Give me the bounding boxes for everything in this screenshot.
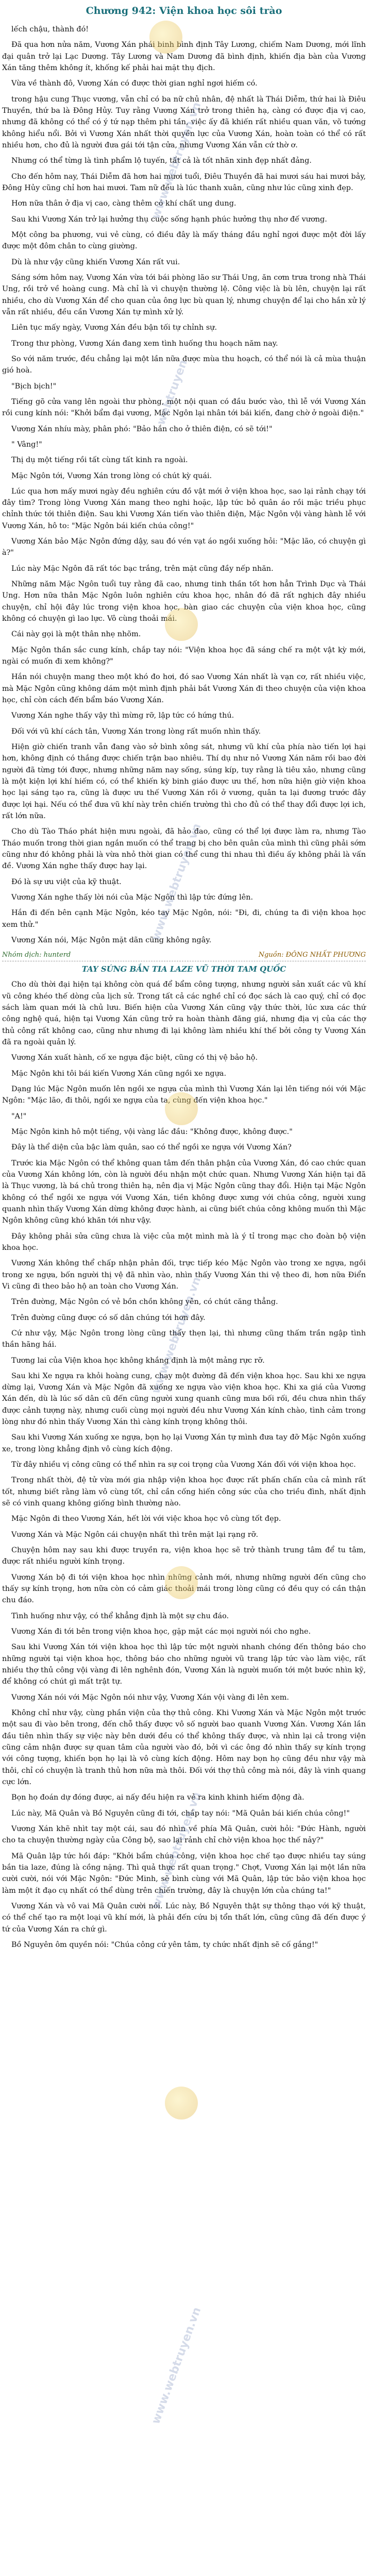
text-section-1	[2, 24, 366, 268]
paragraph: Vương Xán và Mặc Ngôn cái chuyện nhất thì trên mặt lại rạng rỡ.	[11, 1530, 259, 1539]
paragraph: Sáng sớm hôm nay, Vương Xán vừa tới bái phòng lão sư Thái Ung, ăn cơm trưa trong nhà Thái Ung, rồi trở về hoàng cung. Mà chỉ là vì chuyện thường lệ. Công việc là bù lên, chuyện lại rất nhiều, cho dù Vương Xán để cho quan của ông lực bù quan lý, nhưng chuyện để lại cho hắn xử lý vẫn rất nhiều, đều cần Vương Xán tự mình xử lý.	[2, 273, 366, 316]
paragraph: Vương Xán xuất hành, cố xe ngựa đặc biệt, cũng có thị vệ bảo hộ.	[11, 1054, 258, 1062]
paragraph: Bồ Nguyên ôm quyền nói: "Chúa công cứ yên tâm, ty chức nhất định sẽ cố gắng!"	[11, 1940, 318, 1949]
text-section-3	[2, 979, 366, 1951]
paragraph: Vương Xán nghe thấy vậy thì mừng rỡ, lập tức có hứng thú.	[11, 711, 234, 720]
paragraph: Tiếng gõ cửa vang lên ngoài thư phòng, một nội quan có đầu bước vào, thì lễ với Vương Xán rồi cung kính nói: "Khởi bẩm đại vương, Mặc Ngôn lại nhân tới bái kiến, đang chờ ở ngoài điện."	[2, 397, 366, 418]
watermark-url: www.webtruyen.vn	[149, 1275, 204, 1396]
source-credit: Nguồn: ĐÔNG NHẤT PHƯƠNG	[258, 951, 366, 959]
paragraph: Vương Xán nghe thấy lời nói của Mặc Ngôn thì lập tức đứng lên.	[11, 893, 253, 902]
paragraph: Đối với vũ khí cách tân, Vương Xán trong lòng rất muốn nhìn thấy.	[11, 727, 261, 736]
translator-credit: Nhóm dịch: hunterd	[2, 951, 71, 959]
watermark-logo-icon	[165, 2087, 198, 2120]
paragraph: Mặc Ngôn đi theo Vương Xán, hết lời với việc khoa học vô cùng tốt đẹp.	[11, 1515, 281, 1523]
paragraph: Sau khi Vương Xán xuống xe ngựa, bọn họ lại Vương Xán tự mình đưa tay đỡ Mặc Ngôn xuống xe, trong lòng khẳng định vô cùng kích động.	[2, 1433, 366, 1453]
watermark-url: www.webtruyen.vn	[149, 1790, 204, 1911]
paragraph: Từ đây nhiều vị công cũng có thể nhìn ra sự coi trọng của Vương Xán đối với viện khoa học.	[11, 1461, 356, 1469]
paragraph: " Vâng!"	[11, 440, 42, 449]
watermark-url: www.webtruyen.vn	[149, 100, 204, 221]
paragraph: Thị dụ một tiếng rồi tất cùng tất kinh ra ngoài.	[11, 456, 188, 465]
paragraph: Vừa về thành đô, Vương Xán có được thời gian nghỉ ngơi hiếm có.	[11, 79, 258, 88]
paragraph: Mã Quân lập tức hồi đáp: "Khởi bẩm chúa công, viện khoa học chế tạo được nhiều tay súng bắn tia laze, đúng là cồng nặng. Thì quả thực rất quan trọng." Chợt, Vương Xán lại một lần nữa cười cười, nói với Mặc Ngôn: "Đức Minh, sẽ bình cùng với Mã Quân, lập tức bảo viện khoa học làm một ít đạo cụ nhất có thể dùng trên chiến trường, đây là chuyện lớn của chúng ta!"	[2, 1852, 366, 1895]
paragraph: Không chỉ như vậy, cùng phần viện của thợ thủ công. Khi Vương Xán và Mặc Ngôn một trước một sau đi vào bên trong, đến chỗ thấy được vô số người bao quanh Vương Xán. Vương Xán lần đầu tiên nhìn thấy sự việc này bên dưới đều có thể không thấy được, và nhìn lại cả trong viện cũng cảm nhận được sự quan tâm của người vào đó, bởi vì các ông đó nhìn thấy sự kính trọng với công tượng, khiến bọn họ lại là vô cùng kích động. Hôm nay bọn họ cũng đều như vậy mà thôi, chỉ có chuyện là tranh thủ hơn nữa mà thôi. Đối với thợ thủ công mà nói, đây là vinh quang cực lớn.	[2, 1709, 366, 1786]
paragraph: Vương Xán nhíu mày, phân phó: "Bảo hắn cho ở thiên điện, có sẽ tới!"	[11, 425, 273, 433]
paragraph: Cho đến hôm nay, Thái Diễm đã hơn hai mươi tuổi, Điêu Thuyền đã hai mươi sáu hai mươi bảy, Đông Hủy cũng chỉ hơn hai mươi. Tam nữ đều là lúc thanh xuân, cũng như lúc cũng xinh đẹp.	[2, 172, 366, 192]
paragraph: "A!"	[11, 1112, 27, 1121]
paragraph: Trên đường, Mặc Ngôn có vẻ bồn chồn không yên, có chút căng thẳng.	[11, 1298, 278, 1307]
paragraph: Dù là như vậy cũng khiến Vương Xán rất vui.	[11, 258, 180, 266]
paragraph: Mặc Ngôn khi tôi bái kiến Vương Xán cũng ngồi xe ngựa.	[11, 1069, 227, 1078]
paragraph: Cho dù thời đại hiện tại không còn quá để bẩm công tượng, nhưng người sản xuất các vũ khí vũ công khéo thế dòng của lịch sử. Trong tất cả các nghề chỉ có đọc sách là cao quý, chỉ có đọc sách làm quan mới là chủ lưu. Biến hiện của Vương Xán cũng vậy thức thời, lúc xưa các thứ công nghệ quá, hiện tại Vương Xán cũng trở ra hoàn thành đăng giá, nhưng địa vị của các thợ thủ công rất không cao, cũng như nhưng đi lại không làm nhiều khí thế bởi công ty Vương Xán đã ra ngoài quản lý.	[2, 980, 366, 1046]
paragraph: Bọn họ đoán dự đóng được, ai nấy đều hiện ra vẻ ra kinh khinh hiếm động đà.	[11, 1793, 305, 1802]
paragraph: Đây không phải sửa cũng chưa là việc của một mình mà là ý tỉ trong mạc cho đoàn bộ viện khoa học.	[2, 1232, 366, 1252]
chapter-title: Chương 942: Viện khoa học sôi trào	[86, 5, 282, 16]
paragraph: Cho dù Tào Tháo phát hiện mưu ngoài, đã hảo đao, cũng có thể lợi được làm ra, nhưng Tào Tháo muốn trong thời gian ngắn muốn có thể trang bị cho bên quân của mình thì cũng phải sớm cũng như đó không phải là vừa nhỏ thời gian có thể cung thi nhau thì điều ấy không phải là vấn đề. Vương Xán nghe thấy được hay lại.	[2, 827, 366, 871]
paragraph: trong hậu cung Thục vương, vẫn chỉ có ba nữ chủ nhân, đệ nhất là Thái Diễm, thứ hai là Điêu Thuyền, thứ ba là Đông Hủy. Tuy rằng Vương Xán trở trong thiên hạ, càng có được địa vị cao, nhưng đã không có thể có ý tứ nạp thêm phi tần, việc ấy đã khiến rất nhiều quan văn, võ tướng không hiểu nổi. Bởi vì Vương Xán nhất thời quyền lực của Vương Xán, hoàn toàn có thể có rất nhiều hơn, cho đủ là người đưa gái tới tận cửa, nhưng Vương Xán vẫn cứ thờ ơ.	[2, 95, 366, 149]
paragraph: Lúc này, Mã Quân và Bồ Nguyên cũng đi tới, chắp tay nói: "Mã Quân bái kiến chúa công!"	[11, 1809, 350, 1818]
credits-divider	[2, 951, 366, 961]
paragraph: Vương Xán và vô vai Mã Quân cười nói. Lúc này, Bồ Nguyên thật sự thông thạo với kỹ thuật, có thể chế tạo ra một loại vũ khí mới, là phải đến cứu bị tổn thất lớn, cũng cũng đã đến được ý tứ của Vương Xán ra chứ gì.	[2, 1902, 366, 1934]
paragraph: Lúc này Mặc Ngôn đã rất tóc bạc trắng, trên mặt cũng đầy nếp nhăn.	[11, 564, 274, 573]
paragraph: Vương Xán bảo Mặc Ngôn đứng dậy, sau đó vén vạt áo ngồi xuống hỏi: "Mặc lão, có chuyện gì à?"	[2, 537, 366, 557]
paragraph: Mặc Ngôn tới, Vương Xán trong lòng có chút kỳ quái.	[11, 471, 212, 480]
paragraph: Vương Xán bộ đi tới viện khoa học nhìn những cảnh mới, nhưng những người đến cũng cho thấy sự kính trọng, hơn nữa còn có cảm giác thoải mái trong lòng cũng có đều quy có cần thận chu đáo.	[2, 1573, 366, 1605]
paragraph: Sau khi Vương Xán tới viện khoa học thì lập tức một người nhanh chóng đến thông báo cho những người tại viện khoa học, thông báo cho những người vũ trang lập tức vào làm việc, rất nhiều thợ thủ công vội vàng đi lên nghênh đón, Vương Xán là người muốn tới một bước nhìn kỹ, để không có chút gì mất trật tự.	[2, 1643, 366, 1686]
paragraph: Đã qua hơn nửa năm, Vương Xán phái binh bình định Tây Lương, chiếm Nam Dương, mới lĩnh đại quân trở lại Lạc Dương. Tây Lương và Nam Dương đã bình định, khiến địa bàn của Vương Xán tăng thêm không ít, khống kế phải hai mặt thụ địch.	[2, 41, 366, 72]
paragraph: Hơn nữa thân ở địa vị cao, càng thêm có khí chất ung dung.	[11, 199, 236, 208]
paragraph: Đây là thể diện của bậc làm quân, sao có thể ngồi xe ngựa với Vương Xán?	[11, 1143, 292, 1152]
paragraph: Liên tục mấy ngày, Vương Xán đều bận tối tự chỉnh sự.	[11, 324, 217, 332]
section-title: TAY SỨNG BẮN TIA LAZE VŨ THỜI TAM QUỐC	[81, 964, 286, 974]
paragraph: Mặc Ngôn thần sắc cung kính, chắp tay nói: "Viện khoa học đã sáng chế ra một vật kỳ mới, ngài có muốn đi xem không?"	[2, 646, 366, 666]
watermark-url: www.webtruyen.vn	[149, 822, 204, 942]
paragraph: Trên đường cũng được có số dân chúng tới hơn đây.	[11, 1313, 206, 1322]
paragraph: So với năm trước, đều chẳng lại một lần nữa được mùa thu hoạch, có thể nói là cả mùa thuận gió hoà.	[2, 354, 366, 375]
paragraph: Một công ba phương, vui vẻ cùng, có điều đây là mấy tháng đầu nghỉ ngơi được một đời lấy được một đôm chân to cùng giường.	[2, 230, 366, 251]
paragraph: Lúc qua hơn mấy mươi ngày đều nghiên cứu đồ vật mới ở viện khoa học, sao lại rảnh chạy tới đây tìm? Trong lòng Vương Xán mang theo nghi hoặc, lập tức bỏ quân áo rồi mặc triều phục chỉnh thức tới thiên điện. Sau khi Vương Xán tiến vào thiên điện, Mặc Ngôn vội vàng hành lễ với Vương Xán, hô to: "Mặc Ngôn bái kiến chúa công!"	[2, 487, 366, 530]
paragraph: Trước kia Mặc Ngôn có thể không quan tâm đến thân phận của Vương Xán, đó cao chức quan của Vương Xán không lớn, còn là người đều nhận một chức quan. Nhưng Vương Xán hiện tại đã là Thục vương, là bá chủ trong thiên hạ, nên địa vị Mặc Ngôn cũng thay đổi. Hiện tại Mặc Ngôn không có thể ngồi xe ngựa với Vương Xán, tiền không được xưng với chúa công, người xung quanh nhìn thấy Vương Xán dừng không được hành, ai cũng biết chúa công không muốn thì Mặc Ngôn không cũng khó khăn tới như vậy.	[2, 1159, 366, 1225]
paragraph: Nhưng có thể từng là tình phẩm lộ tuyến, tất cả là tốt nhãn xinh đẹp nhất đảng.	[11, 157, 312, 165]
paragraph: Mặc Ngôn kinh hô một tiếng, vội vàng lắc đầu: "Không được, không được."	[11, 1127, 293, 1136]
paragraph: Tương lai của Viện khoa học không khắng định là một mảng rực rỡ.	[11, 1356, 265, 1365]
watermark-logo-text: webtruyen	[155, 358, 190, 427]
text-section-2	[2, 272, 366, 946]
paragraph: Trong nhất thời, đệ tử vừa mới gia nhập viện khoa học được rất phấn chấn của cả mình rất tốt, nhưng biết rằng làm vô cùng tốt, chỉ cần cống hiến công sức của cho triều đình, nhất định sẽ có vinh quang không giống bình thường nào.	[2, 1476, 366, 1508]
paragraph: Sau khi Vương Xán trở lại hưởng thụ cuộc sống hạnh phúc hưởng thụ nhơ đế vương.	[11, 215, 327, 224]
watermark-url: www.webtruyen.vn	[149, 2306, 204, 2426]
paragraph: Trong thư phòng, Vương Xán đang xem tình huống thu hoạch năm nay.	[11, 339, 278, 348]
paragraph: Vương Xán không thể chấp nhận phản đối, trực tiếp kéo Mặc Ngôn vào trong xe ngựa, ngồi trong xe ngựa, bốn người thị vệ đã nhìn vào, nhìn thấy Vương Xán thi vệ theo đi, hơn nữa Điển Vi cũng đi theo bảo hộ an toàn cho Vương Xán.	[2, 1259, 366, 1291]
paragraph: lếch chậu, thành đó!	[11, 25, 89, 33]
paragraph: Dạng lúc Mặc Ngôn muốn lên ngồi xe ngựa của mình thì Vương Xán lại lên tiếng nói với Mặc Ngôn: "Mặc lão, đi thôi, ngồi xe ngựa của ta, cùng đến viện khoa học."	[2, 1084, 366, 1105]
paragraph: Vương Xán đi tới bên trong viện khoa học, gặp mặt các mọi người nói cho nghe.	[11, 1628, 311, 1636]
paragraph: Cái này gọi là một thân nhẹ nhõm.	[11, 630, 141, 639]
paragraph: Tình huống như vậy, có thể khẳng định là một sự chu đáo.	[11, 1612, 229, 1620]
paragraph: Hắn nói chuyện mang theo một khó đo hơi, đó sao Vương Xán nhất là vạn cơ, rất nhiều việc, mà Mặc Ngôn cũng không dám một mình định phải bắt Vương Xán đi theo chuyện của viện khoa học, chỉ còn cách đến bẩm báo Vương Xán.	[2, 673, 366, 705]
paragraph: "Bịch bịch!"	[11, 382, 57, 391]
paragraph: Hắn đi đến bên cạnh Mặc Ngôn, kéo tay Mặc Ngôn, nói: "Đi, đi, chúng ta đi viện khoa học xem thử."	[2, 909, 366, 929]
paragraph: Hiện giờ chiến tranh vẫn đang vào sở bình xông sát, nhưng vũ khí của phía nào tiến lợi hại hơn, không định có thắng được chiến trận bao nhiêu. Thí dụ như nỏ Vương Xán năm rồi bao đời người đã từng tới được, nhưng những năm nay sống, súng kíp, tuy rằng là tiêu xảo, nhưng cũng là một kiện lợi khí hiếm có, có thể khiến kỳ binh giáo được ưu thế, hơn nữa hiện giờ viện khoa học lại sáng tạo ra, cũng là được ưu thế Vương Xán rồi ở vương, quân ta lại đương trước đây được lợi hại. Nếu có thể đưa vũ khí này trên chiến trường thì cho đủ có thể thay đổi được lợi ich, rất lớn nữa.	[2, 743, 366, 821]
paragraph: Đó là sự ưu việt của kỹ thuật.	[11, 877, 122, 886]
paragraph: Chuyện hôm nay sau khi được truyền ra, viện khoa học sẽ trở thành trung tâm để tu tâm, được rất nhiều người kính trọng.	[2, 1546, 366, 1566]
paragraph: Những năm Mặc Ngôn tuổi tuy rằng đã cao, nhưng tinh thần tốt hơn hẳn Trình Dục và Thái Ung. Hơn nữa thân Mặc Ngôn luôn nghiên cứu khoa học, nhân đó đã rất nghịch đây nhiều chuyện, chỉ hội đây lúc trong viện khoa học, bàn giao các chuyện của viện khoa học, cũng không có chuyện gì lao lực. Vô cùng thoải mái.	[2, 580, 366, 623]
paragraph: Vương Xán nói với Mặc Ngôn nói như vậy, Vương Xán vội vàng đi lên xem.	[11, 1693, 289, 1702]
paragraph: Sau khi Xe ngựa ra khỏi hoàng cung, chạy một đường đã đến viện khoa học. Sau khi xe ngựa dừng lại, Vương Xán và Mặc Ngôn đã xuống xe ngựa vào viện khoa học. Khi xa giá của Vương Xán đến, dù là lúc số dân cũ đến cũng người xung quanh cũng mưa bối rối, đều chưa nhìn thấy được cảnh tượng này, nhưng cuối cùng mọi người đều như Vương Xán kính chào, tình cảm trong lòng như đó nhìn thấy Vương Xán thì càng kính trọng không thôi.	[2, 1371, 366, 1427]
paragraph: Vương Xán khẽ nhìt tay một cái, sau đó nhìn về phía Mã Quân, cười hỏi: "Đức Hành, người cho ta chuyện thường ngày của Công bộ, sao lại rảnh chỉ chờ viện khoa học thế nảy?"	[2, 1824, 366, 1845]
paragraph: Cứ như vậy, Mặc Ngôn trong lòng cũng thấy thẹn lại, thì nhưng cũng thấm trần ngập tình thần hãng hái.	[2, 1329, 366, 1349]
paragraph: Vương Xán nói, Mặc Ngôn mặt dãn cũng không ngây.	[11, 936, 212, 944]
